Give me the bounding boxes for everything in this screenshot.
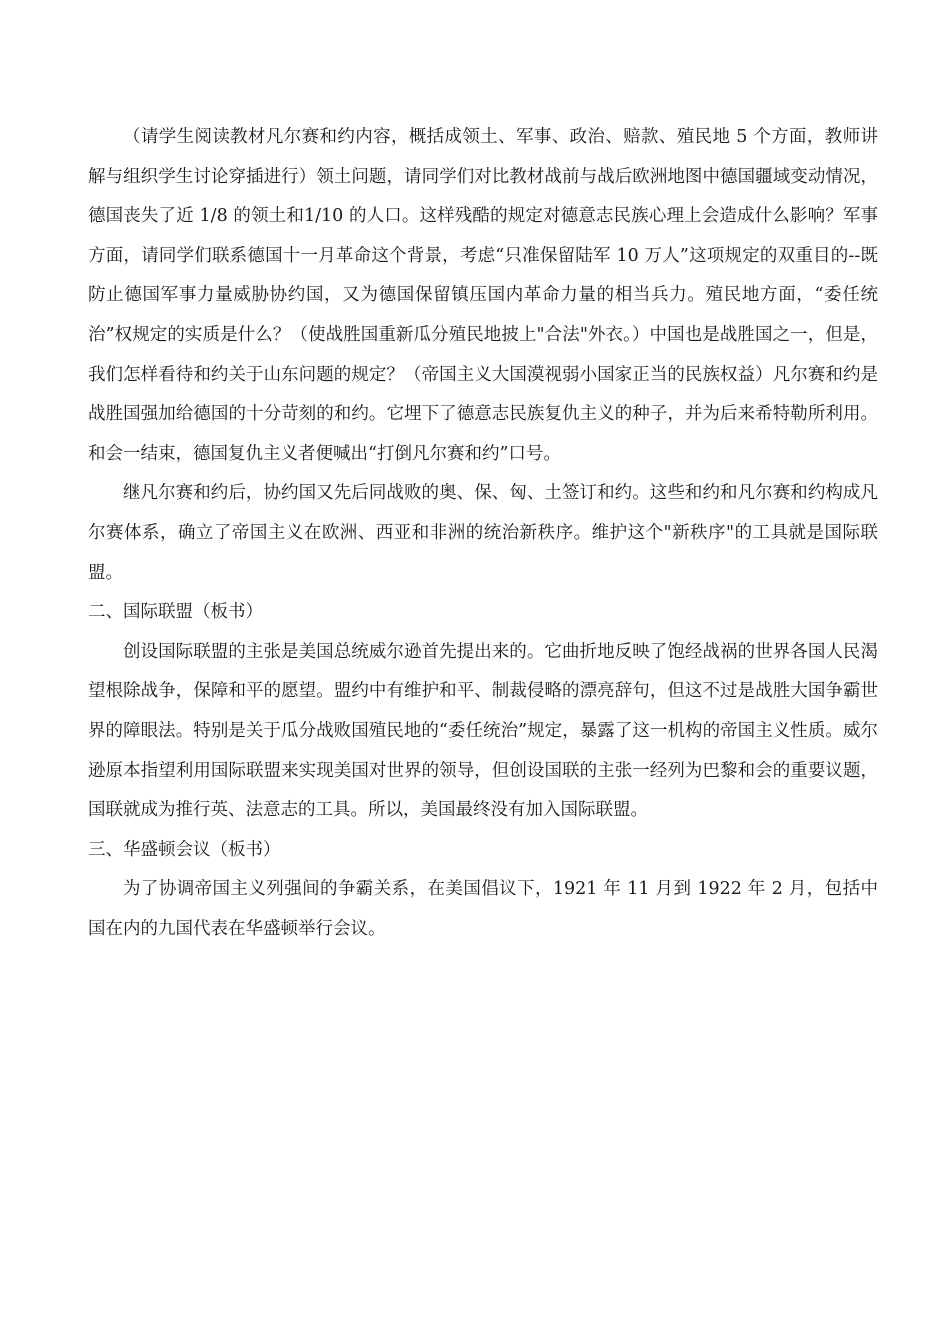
document-page [88, 118, 878, 949]
section-heading-league-of-nations: 二、国际联盟（板书） [88, 602, 263, 623]
paragraph-versailles-system: 继凡尔赛和约后，协约国又先后同战败的奥、保、匈、土签订和约。这些和约和凡尔赛和约构成凡尔赛体系，确立了帝国主义在欧洲、西亚和非洲的统治新秩序。维护这个"新秩序"的工具就是国际联盟。 [88, 483, 878, 583]
paragraph-washington-conference: 为了协调帝国主义列强间的争霸关系，在美国倡议下，1921 年 11 月到 1922 年 2 月，包括中国在内的九国代表在华盛顿举行会议。 [88, 879, 878, 939]
paragraph-league-of-nations: 创设国际联盟的主张是美国总统威尔逊首先提出来的。它曲折地反映了饱经战祸的世界各国人民渴望根除战争，保障和平的愿望。盟约中有维护和平、制裁侵略的漂亮辞句，但这不过是战胜大国争霸世界的障眼法。特别是关于瓜分战败国殖民地的“委任统治”规定，暴露了这一机构的帝国主义性质。威尔逊原本指望利用国际联盟来实现美国对世界的领导，但创设国联的主张一经列为巴黎和会的重要议题，国联就成为推行英、法意志的工具。所以，美国最终没有加入国际联盟。 [88, 641, 878, 821]
paragraph-versailles-treaty: （请学生阅读教材凡尔赛和约内容，概括成领土、军事、政治、赔款、殖民地 5 个方面，教师讲解与组织学生讨论穿插进行）领土问题，请同学们对比教材战前与战后欧洲地图中德国疆域变动情况，德国丧失了近 1/8 的领土和1/10 的人口。这样残酷的规定对德意志民族心理上会造成什么影响？军事方面，请同学们联系德国十一月革命这个背景，考虑“只准保留陆军 10 万人”这项规定的双重目的--既防止德国军事力量威胁协约国，又为德国保留镇压国内革命力量的相当兵力。殖民地方面，“委任统治”权规定的实质是什么？（使战胜国重新瓜分殖民地披上"合法"外衣。）中国也是战胜国之一，但是，我们怎样看待和约关于山东问题的规定？（帝国主义大国漠视弱小国家正当的民族权益）凡尔赛和约是战胜国强加给德国的十分苛刻的和约。它埋下了德意志民族复仇主义的种子，并为后来希特勒所利用。和会一结束，德国复仇主义者便喊出“打倒凡尔赛和约”口号。 [88, 127, 878, 464]
section-heading-washington-conference: 三、华盛顿会议（板书） [88, 839, 281, 860]
